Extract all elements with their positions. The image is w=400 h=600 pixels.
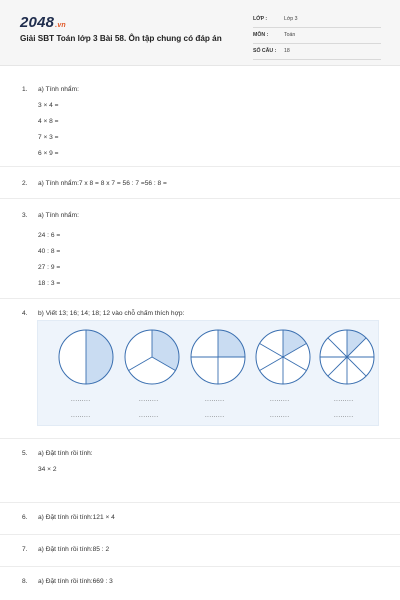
answer-blank[interactable]: ......... <box>139 413 159 419</box>
fraction-circle <box>191 330 245 384</box>
logo-text: 2048 <box>20 14 55 31</box>
exercise-line: 7 × 3 = <box>38 134 59 141</box>
page-header <box>0 0 400 66</box>
exercise-line: 40 : 8 = <box>38 248 61 255</box>
meta-row-grade <box>253 14 381 28</box>
meta-key: SỐ CÂU : <box>253 48 277 54</box>
question-number: 1. <box>22 86 28 93</box>
page-title: Giải SBT Toán lớp 3 Bài 58. Ôn tập chung có đáp án <box>20 34 222 43</box>
fraction-circles-figure <box>37 320 379 426</box>
exercise-line: 27 : 9 = <box>38 264 61 271</box>
answer-blank[interactable]: ......... <box>270 397 290 403</box>
answer-blank[interactable]: ......... <box>334 397 354 403</box>
meta-value: Toán <box>284 32 296 38</box>
question-text: a) Đặt tính rồi tính:85 : 2 <box>38 546 110 553</box>
question-text: a) Đặt tính rồi tính: <box>38 450 93 457</box>
exercise-line: 6 × 9 = <box>38 150 59 157</box>
question-number: 8. <box>22 578 28 585</box>
meta-panel <box>253 14 381 62</box>
divider <box>0 198 400 199</box>
answer-blank[interactable]: ......... <box>139 397 159 403</box>
question-text: b) Viết 13; 16; 14; 18; 12 vào chỗ chấm thích hợp: <box>38 310 185 317</box>
exercise-line: 3 × 4 = <box>38 102 59 109</box>
meta-row-count <box>253 46 381 60</box>
question-text: a) Tính nhẩm:7 x 8 = 8 x 7 = 56 : 7 =56 : 8 = <box>38 180 167 187</box>
divider <box>0 566 400 567</box>
question-number: 2. <box>22 180 28 187</box>
answer-blank[interactable]: ......... <box>205 413 225 419</box>
divider <box>0 502 400 503</box>
meta-key: LỚP : <box>253 16 268 22</box>
exercise-line: 18 : 3 = <box>38 280 61 287</box>
fraction-circle <box>256 330 310 384</box>
site-logo[interactable] <box>20 14 66 31</box>
fraction-circle <box>59 330 113 384</box>
answer-blank[interactable]: ......... <box>334 413 354 419</box>
exercise-line: 4 × 8 = <box>38 118 59 125</box>
fraction-circle <box>125 330 179 384</box>
question-number: 5. <box>22 450 28 457</box>
meta-key: MÔN : <box>253 32 269 38</box>
question-number: 3. <box>22 212 28 219</box>
question-number: 6. <box>22 514 28 521</box>
answer-blank[interactable]: ......... <box>71 397 91 403</box>
exercise-line: 34 × 2 <box>38 466 57 473</box>
divider <box>0 298 400 299</box>
meta-value: 18 <box>284 48 290 54</box>
answer-blank[interactable]: ......... <box>205 397 225 403</box>
exercise-line: 24 : 6 = <box>38 232 61 239</box>
fraction-circles <box>38 321 380 427</box>
question-number: 4. <box>22 310 28 317</box>
logo-suffix: .vn <box>55 22 66 29</box>
question-text: a) Đặt tính rồi tính:669 : 3 <box>38 578 113 585</box>
meta-row-subject <box>253 30 381 44</box>
shaded-sector <box>86 330 113 384</box>
divider <box>0 438 400 439</box>
fraction-circle <box>320 330 374 384</box>
question-text: a) Tính nhẩm: <box>38 86 79 93</box>
divider <box>0 534 400 535</box>
answer-blank[interactable]: ......... <box>270 413 290 419</box>
question-text: a) Đặt tính rồi tính:121 × 4 <box>38 514 115 521</box>
question-text: a) Tính nhẩm: <box>38 212 79 219</box>
question-number: 7. <box>22 546 28 553</box>
meta-value: Lớp 3 <box>284 16 298 22</box>
divider <box>0 166 400 167</box>
answer-blank[interactable]: ......... <box>71 413 91 419</box>
